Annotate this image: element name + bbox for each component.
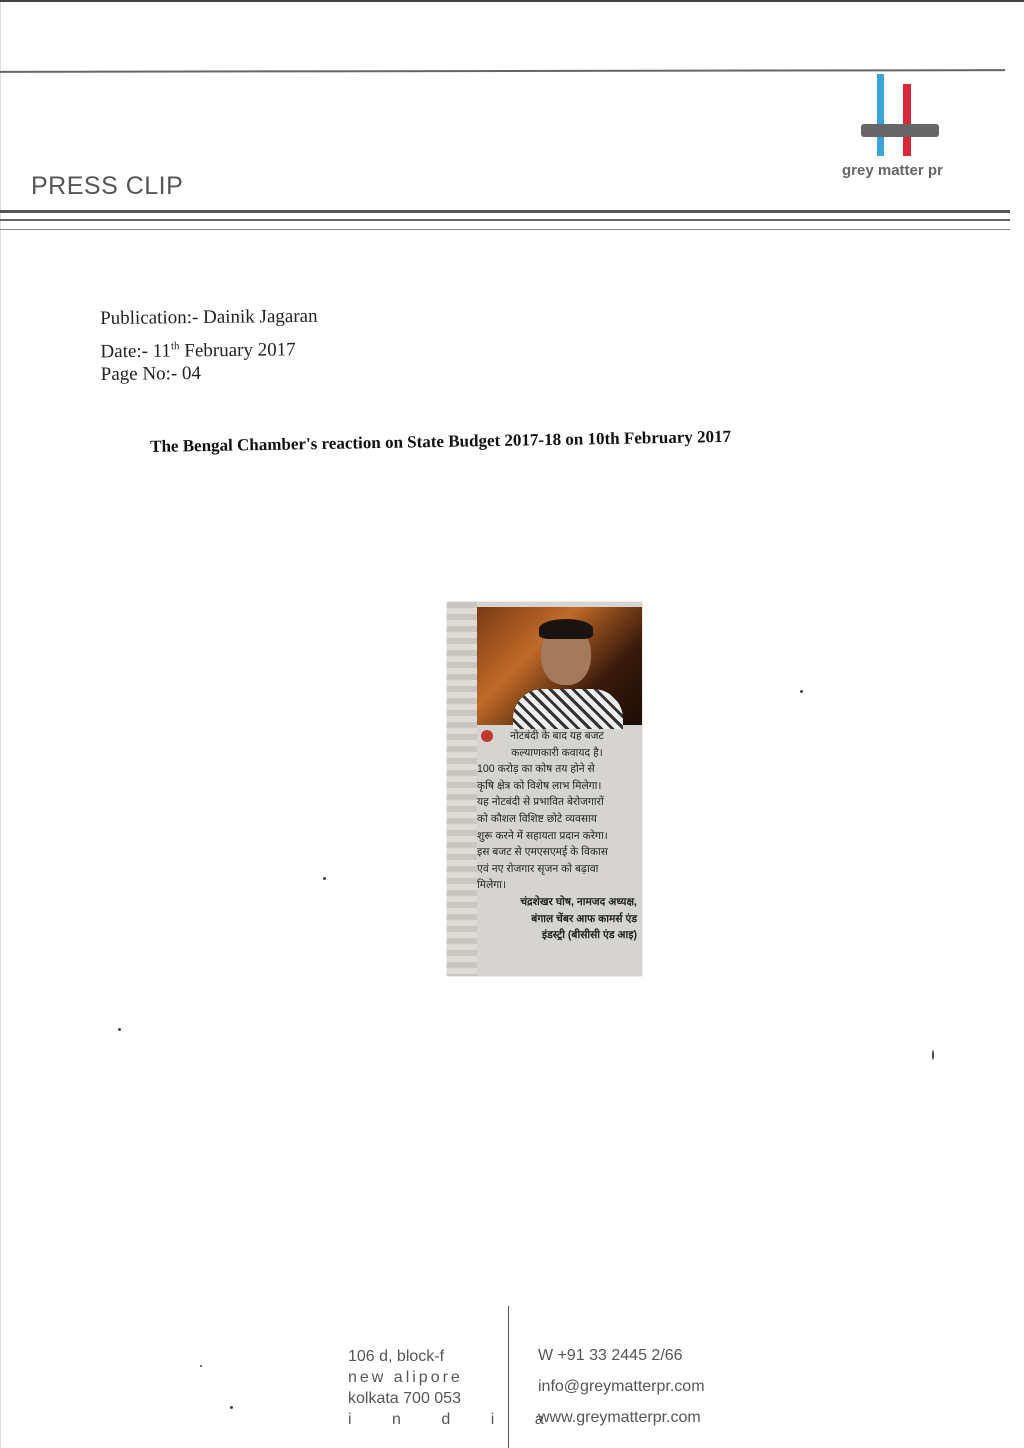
clip-attribution: इंडस्ट्री (बीसीसी एंड आइ) <box>541 929 637 942</box>
clip-line: मिलेगा। <box>477 879 506 892</box>
clip-line: शुरू करने में सहायता प्रदान करेगा। <box>477 829 608 842</box>
email-link[interactable]: info@greymatterpr.com <box>538 1378 705 1395</box>
clip-attribution: बंगाल चेंबर आफ कामर्स एंड <box>531 912 637 925</box>
address-line: kolkata 700 053 <box>348 1390 461 1407</box>
photo-shirt <box>513 689 623 729</box>
logo-text: grey matter pr <box>842 162 943 179</box>
address-line: 106 d, block-f <box>348 1348 445 1365</box>
newspaper-clipping <box>447 602 642 976</box>
publication-line: Publication:- Dainik Jagaran <box>100 305 318 329</box>
clip-line: एवं नए रोजगार सृजन को बढ़ावा <box>477 862 599 875</box>
clip-photo <box>477 607 642 725</box>
clip-line: को कौशल विशिष्ट छोटे व्यवसाय <box>477 812 597 825</box>
clip-line: 100 करोड़ का कोष तय होने से <box>477 763 595 776</box>
scan-speck <box>118 1028 121 1031</box>
date-line <box>100 331 318 361</box>
clip-line: नोटबंदी के बाद यह बजट <box>510 730 604 742</box>
header-rule-thick <box>0 210 1010 213</box>
logo-blue-bar-left <box>877 74 884 156</box>
top-border <box>0 0 1024 2</box>
clip-torn-edge <box>447 602 477 976</box>
clip-text <box>477 728 637 944</box>
date-sup: th <box>170 340 180 353</box>
scan-speck <box>323 877 326 880</box>
clip-line: इस बजट से एमएसएमई के विकास <box>477 846 608 859</box>
scan-speck <box>230 1406 233 1409</box>
scan-speck <box>932 1050 934 1060</box>
website-link[interactable]: www.greymatterpr.com <box>538 1409 701 1426</box>
logo-grey-bar <box>861 124 939 137</box>
scan-speck <box>200 1365 202 1367</box>
clip-attribution: चंद्रशेखर घोष, नामजद अध्यक्ष, <box>520 895 637 908</box>
page-number-line: Page No:- 04 <box>100 362 202 385</box>
clip-meta <box>100 303 318 389</box>
clip-line: कृषि क्षेत्र को विशेष लाभ मिलेगा। <box>477 779 602 792</box>
address-line: i n d i a <box>348 1411 562 1428</box>
grey-matter-logo-icon <box>855 70 945 160</box>
photo-hair <box>539 619 593 639</box>
phone: W +91 33 2445 2/66 <box>538 1347 683 1364</box>
footer-contact <box>538 1340 705 1433</box>
date-prefix: Date:- 11 <box>100 340 172 363</box>
scan-speck <box>800 690 803 693</box>
press-clip-title: PRESS CLIP <box>31 172 184 200</box>
clip-line: कल्याणकारी कवायद है। <box>511 746 603 759</box>
clip-line: यह नोटबंदी से प्रभावित बेरोजगारों <box>477 796 604 809</box>
logo-red-bar <box>903 84 911 156</box>
header-rule-mid <box>0 219 1010 221</box>
date-suffix: February 2017 <box>179 339 296 362</box>
headline: The Bengal Chamber's reaction on State Budget 2017-18 on 10th February 2017 <box>150 426 732 456</box>
address-line: new alipore <box>348 1369 463 1386</box>
footer-address <box>348 1346 562 1430</box>
header-rule-thin <box>0 229 1010 230</box>
